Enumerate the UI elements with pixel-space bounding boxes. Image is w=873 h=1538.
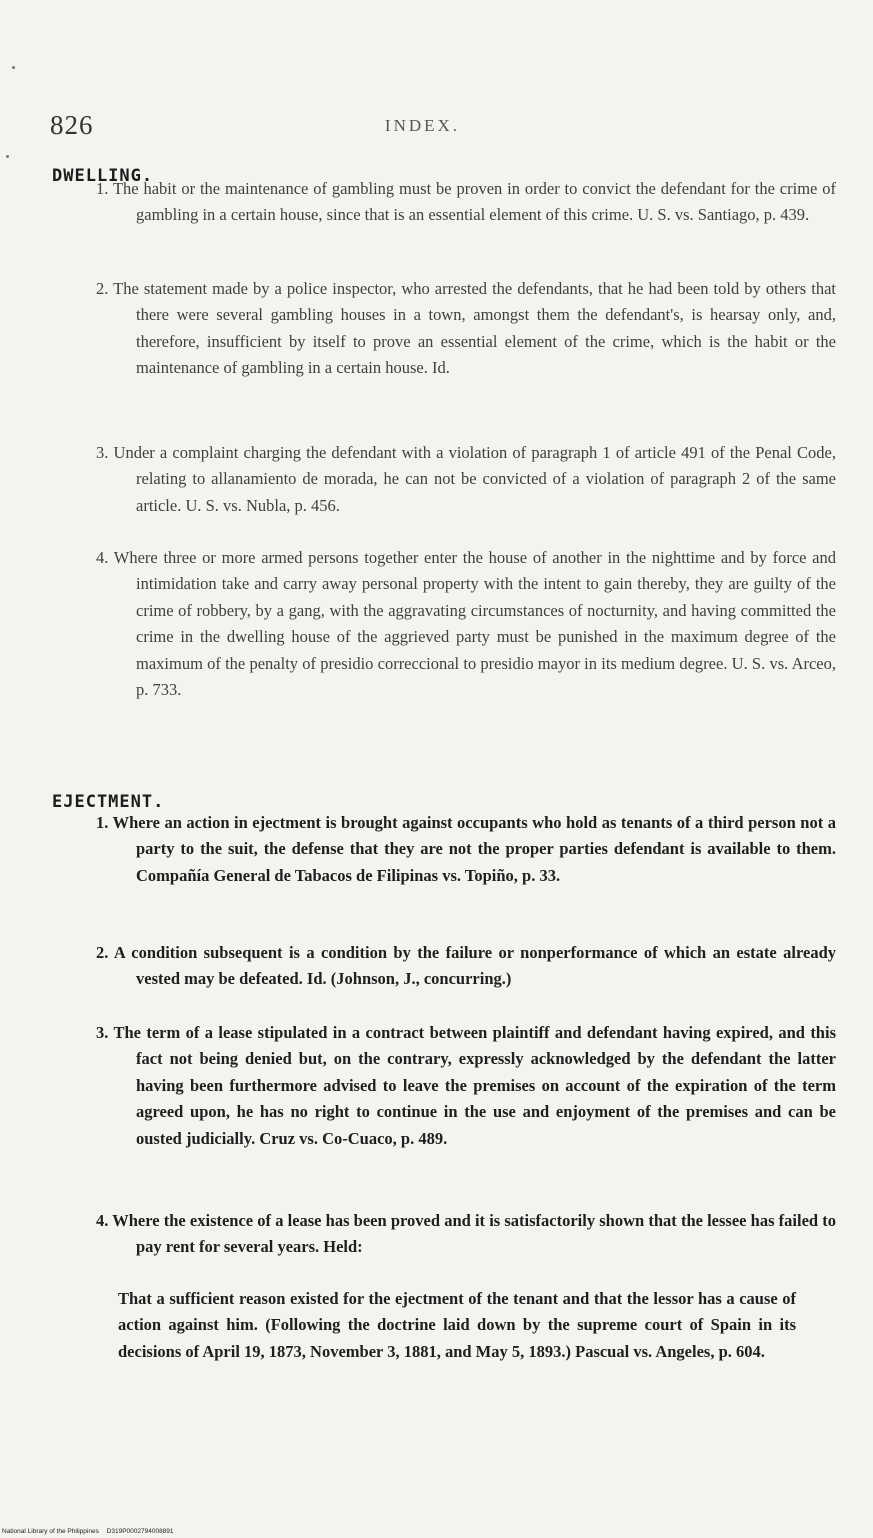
footer-library: National Library of the Philippines [2,1528,99,1535]
entry-ejectment-3: 3. The term of a lease stipulated in a contract between plaintiff and defendant having expired, and this fact not being denied but, on the contrary, expressly acknowledged by the defendant the latter having been furthermore advised to leave the premises on account of the expiration of the term agreed upon, he has no right to continue in the use and enjoyment of the premises and can be ousted judicially. Cruz vs. Co-Cuaco, p. 489. [96,1023,836,1148]
footer-code: D319P0002794008891 [106,1528,174,1535]
entry-ejectment-4-held: That a sufficient reason existed for the ejectment of the tenant and that the lessor has a cause of action against him. (Following the doctrine laid down by the supreme court of Spain in its decisions of April 19, 1873, November 3, 1881, and May 5, 1893.) Pascual vs. Angeles, p. 604. [118,1289,796,1361]
section-title-ejectment: EJECTMENT. [52,792,165,812]
running-head: INDEX. [384,116,461,135]
entry-dwelling-3: 3. Under a complaint charging the defendant with a violation of paragraph 1 of article 491 of the Penal Code, relating to allanamiento de morada, he can not be convicted of a violation of paragraph 2 of the same article. U. S. vs. Nubla, p. 456. [96,443,836,515]
entry-ejectment-1: 1. Where an action in ejectment is brought against occupants who hold as tenants of a third person not a party to the suit, the defense that they are not the proper parties defendant is available to them. Compañía General de Tabacos de Filipinas vs. Topiño, p. 33. [96,813,836,885]
scan-speck [6,155,9,158]
entry-ejectment-4: 4. Where the existence of a lease has been proved and it is satisfactorily shown that the lessee has failed to pay rent for several years. Held: [96,1211,836,1257]
entry-ejectment-2: 2. A condition subsequent is a condition by the failure or nonperformance of which an estate already vested may be defeated. Id. (Johnson, J., concurring.) [96,943,836,989]
page-header [50,110,795,140]
entry-dwelling-4: 4. Where three or more armed persons together enter the house of another in the nighttime and by force and intimidation take and carry away personal property with the intent to gain thereby, they are guilty of the crime of robbery, by a gang, with the aggravating circumstances of nocturnity, and having committed the crime in the dwelling house of the aggrieved party must be punished in the maximum degree of the maximum of the penalty of presidio correccional to presidio mayor in its medium degree. U. S. vs. Arceo, p. 733. [96,548,836,700]
scan-footer [2,1528,180,1535]
entry-dwelling-2: 2. The statement made by a police inspector, who arrested the defendants, that he had been told by others that there were several gambling houses in a town, amongst them the defendant's, is hearsay only, and, therefore, insufficient by itself to prove an essential element of the crime, which is the habit or the maintenance of gambling in a certain house. Id. [96,279,836,378]
entry-dwelling-1: 1. The habit or the maintenance of gambling must be proven in order to convict the defendant for the crime of gambling in a certain house, since that is an essential element of this crime. U. S. vs. Santiago, p. 439. [96,179,836,225]
section-title-dwelling: DWELLING. [52,166,154,186]
scan-speck [12,66,15,69]
page-number: 826 [50,110,94,140]
